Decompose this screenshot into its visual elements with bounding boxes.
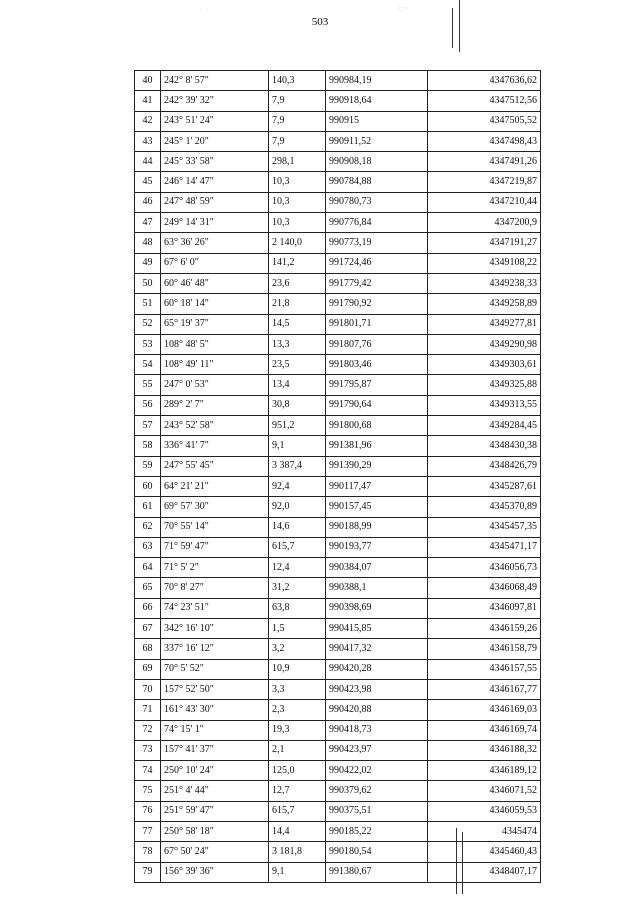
coordinate-x-cell: 991795,87 (326, 375, 428, 395)
coordinate-y-cell: 4348430,38 (428, 436, 541, 456)
coordinate-y-cell: 4347491,26 (428, 152, 541, 172)
point-number-cell: 57 (135, 416, 161, 436)
coordinate-x-cell: 990908,18 (326, 152, 428, 172)
coordinate-y-cell: 4346158,79 (428, 639, 541, 659)
direction-angle-cell: 70° 5' 52" (161, 659, 269, 679)
segment-length-cell: 7,9 (269, 91, 326, 111)
point-number-cell: 67 (135, 619, 161, 639)
table-row (135, 375, 541, 395)
segment-length-cell: 92,4 (269, 476, 326, 496)
table-row (135, 700, 541, 720)
table-row (135, 314, 541, 334)
coordinates-table (134, 70, 541, 883)
direction-angle-cell: 74° 23' 51" (161, 598, 269, 618)
direction-angle-cell: 250° 10' 24" (161, 761, 269, 781)
coordinate-y-cell: 4349303,61 (428, 355, 541, 375)
coordinate-x-cell: 990776,84 (326, 213, 428, 233)
point-number-cell: 54 (135, 355, 161, 375)
segment-length-cell: 3,3 (269, 679, 326, 699)
table-row (135, 761, 541, 781)
table-row (135, 740, 541, 760)
direction-angle-cell: 247° 0' 53" (161, 375, 269, 395)
table-row (135, 416, 541, 436)
direction-angle-cell: 251° 4' 44" (161, 781, 269, 801)
coordinate-x-cell: 990422,02 (326, 761, 428, 781)
point-number-cell: 61 (135, 497, 161, 517)
direction-angle-cell: 63° 36' 26" (161, 233, 269, 253)
segment-length-cell: 298,1 (269, 152, 326, 172)
coordinate-x-cell: 990420,28 (326, 659, 428, 679)
segment-length-cell: 1,5 (269, 619, 326, 639)
direction-angle-cell: 157° 52' 50" (161, 679, 269, 699)
segment-length-cell: 2 140,0 (269, 233, 326, 253)
coordinate-x-cell: 991790,92 (326, 294, 428, 314)
direction-angle-cell: 342° 16' 10" (161, 619, 269, 639)
point-number-cell: 55 (135, 375, 161, 395)
segment-length-cell: 13,4 (269, 375, 326, 395)
point-number-cell: 60 (135, 476, 161, 496)
coordinate-x-cell: 990415,85 (326, 619, 428, 639)
coordinate-y-cell: 4346056,73 (428, 558, 541, 578)
point-number-cell: 78 (135, 842, 161, 862)
coordinate-y-cell: 4348407,17 (428, 862, 541, 882)
table-row (135, 598, 541, 618)
point-number-cell: 77 (135, 821, 161, 841)
coordinate-y-cell: 4345370,89 (428, 497, 541, 517)
direction-angle-cell: 243° 51' 24" (161, 111, 269, 131)
coordinate-x-cell: 990185,22 (326, 821, 428, 841)
point-number-cell: 50 (135, 273, 161, 293)
direction-angle-cell: 67° 50' 24" (161, 842, 269, 862)
segment-length-cell: 12,7 (269, 781, 326, 801)
scan-line (459, 0, 460, 52)
coordinate-y-cell: 4349284,45 (428, 416, 541, 436)
direction-angle-cell: 65° 19' 37" (161, 314, 269, 334)
direction-angle-cell: 64° 21' 21" (161, 476, 269, 496)
point-number-cell: 47 (135, 213, 161, 233)
coordinate-y-cell: 4345471,17 (428, 537, 541, 557)
coordinate-y-cell: 4349325,88 (428, 375, 541, 395)
coordinate-y-cell: 4349313,55 (428, 395, 541, 415)
page-number: 503 (311, 16, 329, 28)
point-number-cell: 79 (135, 862, 161, 882)
table-row (135, 619, 541, 639)
coordinate-y-cell: 4346169,03 (428, 700, 541, 720)
segment-length-cell: 10,3 (269, 213, 326, 233)
segment-length-cell: 23,5 (269, 355, 326, 375)
segment-length-cell: 23,6 (269, 273, 326, 293)
coordinate-y-cell: 4349290,98 (428, 334, 541, 354)
point-number-cell: 68 (135, 639, 161, 659)
coordinate-x-cell: 990420,88 (326, 700, 428, 720)
coordinate-x-cell: 990423,97 (326, 740, 428, 760)
coordinate-x-cell: 990117,47 (326, 476, 428, 496)
coordinate-x-cell: 990780,73 (326, 192, 428, 212)
direction-angle-cell: 242° 8' 57" (161, 71, 269, 91)
coordinate-x-cell: 990193,77 (326, 537, 428, 557)
table-row (135, 720, 541, 740)
table-row (135, 781, 541, 801)
table-row (135, 639, 541, 659)
point-number-cell: 49 (135, 253, 161, 273)
table-row (135, 192, 541, 212)
coordinate-x-cell: 990984,19 (326, 71, 428, 91)
table-row (135, 233, 541, 253)
table-row (135, 842, 541, 862)
segment-length-cell: 21,8 (269, 294, 326, 314)
direction-angle-cell: 243° 52' 58" (161, 416, 269, 436)
point-number-cell: 64 (135, 558, 161, 578)
table-row (135, 497, 541, 517)
table-row (135, 537, 541, 557)
table-row (135, 253, 541, 273)
coordinate-x-cell: 990398,69 (326, 598, 428, 618)
point-number-cell: 70 (135, 679, 161, 699)
direction-angle-cell: 246° 14' 47" (161, 172, 269, 192)
coordinate-x-cell: 990911,52 (326, 131, 428, 151)
coordinate-y-cell: 4346189,12 (428, 761, 541, 781)
table-row (135, 862, 541, 882)
coordinate-x-cell: 990379,62 (326, 781, 428, 801)
direction-angle-cell: 71° 5' 2" (161, 558, 269, 578)
point-number-cell: 62 (135, 517, 161, 537)
coordinate-y-cell: 4348426,79 (428, 456, 541, 476)
segment-length-cell: 3 181,8 (269, 842, 326, 862)
table-row (135, 558, 541, 578)
coordinate-x-cell: 991779,42 (326, 273, 428, 293)
segment-length-cell: 7,9 (269, 131, 326, 151)
coordinate-x-cell: 991803,46 (326, 355, 428, 375)
coordinate-x-cell: 990418,73 (326, 720, 428, 740)
direction-angle-cell: 245° 33' 58" (161, 152, 269, 172)
segment-length-cell: 615,7 (269, 801, 326, 821)
table-row (135, 294, 541, 314)
point-number-cell: 69 (135, 659, 161, 679)
point-number-cell: 74 (135, 761, 161, 781)
coordinate-x-cell: 990784,88 (326, 172, 428, 192)
coordinate-y-cell: 4346159,26 (428, 619, 541, 639)
point-number-cell: 42 (135, 111, 161, 131)
coordinate-y-cell: 4347191,27 (428, 233, 541, 253)
point-number-cell: 40 (135, 71, 161, 91)
coordinate-y-cell: 4346059,53 (428, 801, 541, 821)
direction-angle-cell: 60° 46' 48" (161, 273, 269, 293)
table-row (135, 273, 541, 293)
coordinate-x-cell: 991380,67 (326, 862, 428, 882)
table-row (135, 801, 541, 821)
coordinate-y-cell: 4346071,52 (428, 781, 541, 801)
segment-length-cell: 30,8 (269, 395, 326, 415)
direction-angle-cell: 249° 14' 31" (161, 213, 269, 233)
coordinate-x-cell: 990388,1 (326, 578, 428, 598)
segment-length-cell: 141,2 (269, 253, 326, 273)
segment-length-cell: 10,3 (269, 172, 326, 192)
coordinate-y-cell: 4346188,32 (428, 740, 541, 760)
coordinate-x-cell: 990180,54 (326, 842, 428, 862)
table-row (135, 436, 541, 456)
coordinate-y-cell: 4347505,52 (428, 111, 541, 131)
segment-length-cell: 2,3 (269, 700, 326, 720)
table-row (135, 679, 541, 699)
table-row (135, 395, 541, 415)
table-row (135, 91, 541, 111)
coordinate-y-cell: 4345457,35 (428, 517, 541, 537)
direction-angle-cell: 60° 18' 14" (161, 294, 269, 314)
direction-angle-cell: 245° 1' 20" (161, 131, 269, 151)
table-row (135, 213, 541, 233)
segment-length-cell: 140,3 (269, 71, 326, 91)
direction-angle-cell: 108° 48' 5" (161, 334, 269, 354)
direction-angle-cell: 67° 6' 0" (161, 253, 269, 273)
point-number-cell: 65 (135, 578, 161, 598)
coordinate-y-cell: 4346097,81 (428, 598, 541, 618)
direction-angle-cell: 247° 48' 59" (161, 192, 269, 212)
coordinate-x-cell: 990157,45 (326, 497, 428, 517)
segment-length-cell: 9,1 (269, 436, 326, 456)
point-number-cell: 45 (135, 172, 161, 192)
point-number-cell: 48 (135, 233, 161, 253)
coordinate-y-cell: 4347498,43 (428, 131, 541, 151)
scan-noise: ·:· (398, 4, 409, 13)
direction-angle-cell: 250° 58' 18" (161, 821, 269, 841)
coordinate-x-cell: 991724,46 (326, 253, 428, 273)
coordinate-x-cell: 991381,96 (326, 436, 428, 456)
direction-angle-cell: 157° 41' 37" (161, 740, 269, 760)
segment-length-cell: 125,0 (269, 761, 326, 781)
segment-length-cell: 13,3 (269, 334, 326, 354)
point-number-cell: 44 (135, 152, 161, 172)
segment-length-cell: 9,1 (269, 862, 326, 882)
coordinate-x-cell: 991801,71 (326, 314, 428, 334)
coordinate-x-cell: 990423,98 (326, 679, 428, 699)
direction-angle-cell: 337° 16' 12" (161, 639, 269, 659)
segment-length-cell: 63,8 (269, 598, 326, 618)
direction-angle-cell: 161° 43' 30" (161, 700, 269, 720)
point-number-cell: 46 (135, 192, 161, 212)
point-number-cell: 66 (135, 598, 161, 618)
coordinate-x-cell: 991390,29 (326, 456, 428, 476)
direction-angle-cell: 156° 39' 36" (161, 862, 269, 882)
point-number-cell: 76 (135, 801, 161, 821)
coordinate-y-cell: 4345474 (428, 821, 541, 841)
point-number-cell: 41 (135, 91, 161, 111)
coordinate-y-cell: 4345287,61 (428, 476, 541, 496)
coordinate-y-cell: 4349108,22 (428, 253, 541, 273)
segment-length-cell: 3 387,4 (269, 456, 326, 476)
point-number-cell: 59 (135, 456, 161, 476)
segment-length-cell: 10,9 (269, 659, 326, 679)
coordinate-x-cell: 990188,99 (326, 517, 428, 537)
direction-angle-cell: 336° 41' 7" (161, 436, 269, 456)
table-row (135, 476, 541, 496)
coordinate-y-cell: 4349238,33 (428, 273, 541, 293)
coordinate-y-cell: 4345460,43 (428, 842, 541, 862)
segment-length-cell: 3,2 (269, 639, 326, 659)
scan-noise: · · (200, 6, 211, 15)
coordinate-y-cell: 4346157,55 (428, 659, 541, 679)
point-number-cell: 73 (135, 740, 161, 760)
table-row (135, 355, 541, 375)
direction-angle-cell: 69° 57' 30" (161, 497, 269, 517)
coordinate-y-cell: 4346169,74 (428, 720, 541, 740)
segment-length-cell: 12,4 (269, 558, 326, 578)
direction-angle-cell: 247° 55' 45" (161, 456, 269, 476)
point-number-cell: 63 (135, 537, 161, 557)
segment-length-cell: 7,9 (269, 111, 326, 131)
point-number-cell: 52 (135, 314, 161, 334)
table-row (135, 152, 541, 172)
coordinate-y-cell: 4349277,81 (428, 314, 541, 334)
segment-length-cell: 92,0 (269, 497, 326, 517)
coordinate-x-cell: 990915 (326, 111, 428, 131)
coordinate-y-cell: 4347210,44 (428, 192, 541, 212)
direction-angle-cell: 242° 39' 32" (161, 91, 269, 111)
segment-length-cell: 14,5 (269, 314, 326, 334)
direction-angle-cell: 71° 59' 47" (161, 537, 269, 557)
point-number-cell: 56 (135, 395, 161, 415)
table-row (135, 517, 541, 537)
direction-angle-cell: 70° 55' 14" (161, 517, 269, 537)
table-row (135, 131, 541, 151)
coordinate-x-cell: 990375,51 (326, 801, 428, 821)
coordinate-x-cell: 991800,68 (326, 416, 428, 436)
point-number-cell: 72 (135, 720, 161, 740)
coordinate-y-cell: 4347636,62 (428, 71, 541, 91)
segment-length-cell: 615,7 (269, 537, 326, 557)
coordinate-y-cell: 4347200,9 (428, 213, 541, 233)
segment-length-cell: 951,2 (269, 416, 326, 436)
segment-length-cell: 2,1 (269, 740, 326, 760)
coordinate-y-cell: 4349258,89 (428, 294, 541, 314)
table-row (135, 334, 541, 354)
scan-line (452, 8, 453, 48)
segment-length-cell: 19,3 (269, 720, 326, 740)
coordinate-x-cell: 990918,64 (326, 91, 428, 111)
table-row (135, 456, 541, 476)
coordinate-x-cell: 991807,76 (326, 334, 428, 354)
segment-length-cell: 10,3 (269, 192, 326, 212)
table-row (135, 659, 541, 679)
coordinate-y-cell: 4346068,49 (428, 578, 541, 598)
table-row (135, 111, 541, 131)
point-number-cell: 75 (135, 781, 161, 801)
coordinate-y-cell: 4346167,77 (428, 679, 541, 699)
point-number-cell: 43 (135, 131, 161, 151)
direction-angle-cell: 70° 8' 27" (161, 578, 269, 598)
table-row (135, 71, 541, 91)
segment-length-cell: 31,2 (269, 578, 326, 598)
segment-length-cell: 14,4 (269, 821, 326, 841)
point-number-cell: 71 (135, 700, 161, 720)
point-number-cell: 53 (135, 334, 161, 354)
direction-angle-cell: 74° 15' 1" (161, 720, 269, 740)
coordinate-x-cell: 990384,07 (326, 558, 428, 578)
coordinate-y-cell: 4347512,56 (428, 91, 541, 111)
direction-angle-cell: 289° 2' 7" (161, 395, 269, 415)
segment-length-cell: 14,6 (269, 517, 326, 537)
table-row (135, 578, 541, 598)
coordinate-x-cell: 990773,19 (326, 233, 428, 253)
point-number-cell: 58 (135, 436, 161, 456)
table-row (135, 821, 541, 841)
coordinate-x-cell: 991790,64 (326, 395, 428, 415)
table-row (135, 172, 541, 192)
coordinate-x-cell: 990417,32 (326, 639, 428, 659)
direction-angle-cell: 108° 49' 11" (161, 355, 269, 375)
direction-angle-cell: 251° 59' 47" (161, 801, 269, 821)
coordinate-y-cell: 4347219,87 (428, 172, 541, 192)
coordinates-table-body (135, 71, 541, 883)
point-number-cell: 51 (135, 294, 161, 314)
